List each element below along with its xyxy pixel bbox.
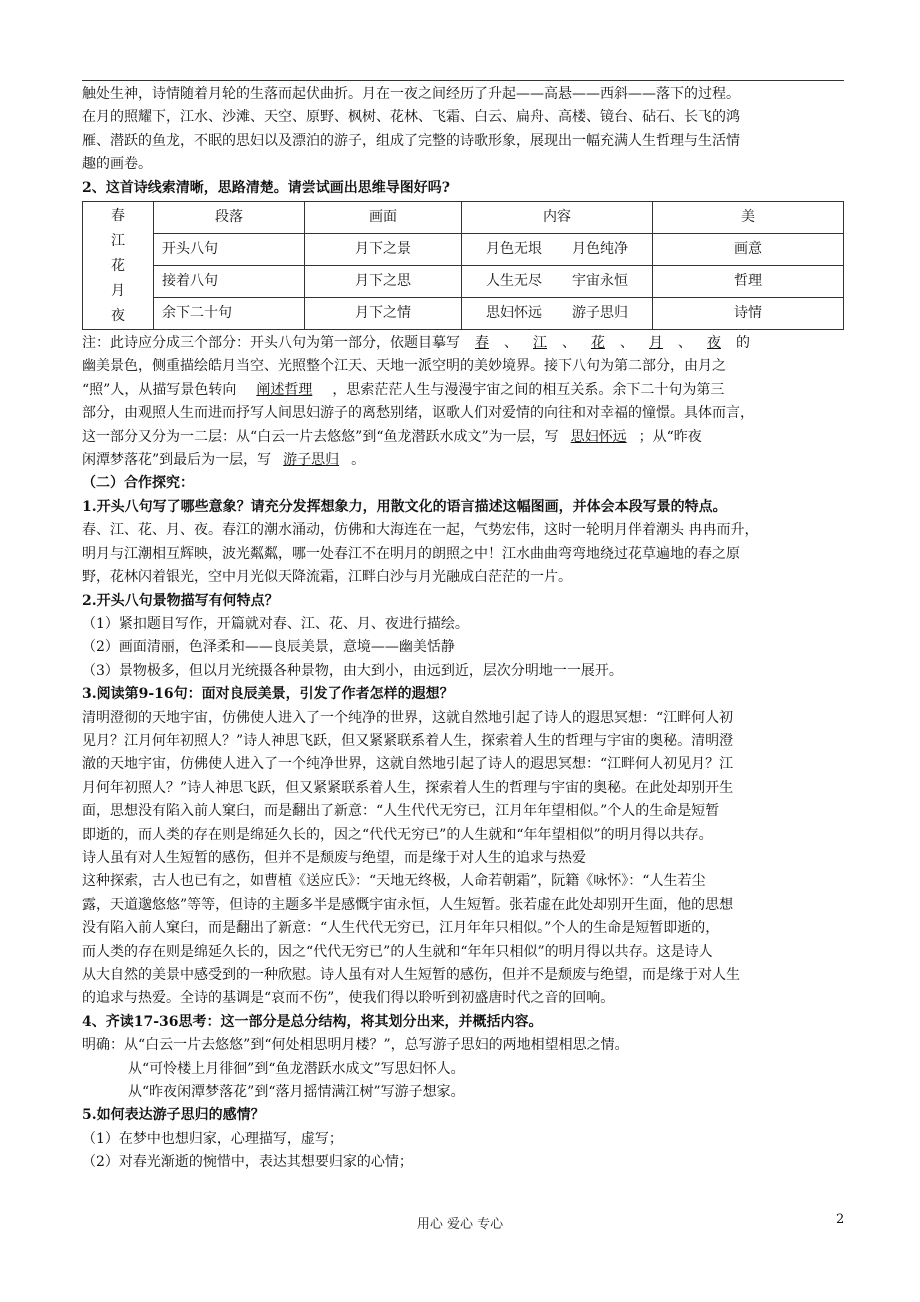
answer-line: 从“可怜楼上月徘徊”到“鱼龙潜跃水成文”写思妇怀人。: [128, 1060, 465, 1077]
table-row: 开头八句 月下之景 月色无垠 月色纯净 画意: [83, 234, 844, 266]
answer-line: 这种探索，古人也已有之，如曹植《送应氏》：“天地无终极，人命若朝霜”，阮籍《咏怀》：“人生若尘: [82, 873, 706, 890]
question-4-title: 4、齐读17-36思考：这一部分是总分结构，将其划分出来，并概括内容。: [82, 1013, 543, 1030]
answer-line: （3）景物极多，但以月光统摄各种景物，由大到小，由远到近，层次分明地一一展开。: [82, 662, 623, 679]
answer-line: 没有陷入前人窠臼，而是翻出了新意：“人生代代无穷已，江月年年只相似。”个人的生命是短暂即逝的，: [82, 920, 720, 937]
note-line-4: 部分，由观照人生而进而抒写人间思妇游子的离愁别绪，讴歌人们对爱情的向往和对幸福的憧憬。具体而言，: [82, 405, 754, 422]
answer-line: （1）在梦中也想归家，心理描写，虚写；: [82, 1130, 343, 1147]
answer-line: 见月？江月何年初照人？”诗人神思飞跃，但又紧紧联系着人生，探索着人生的哲理与宇宙的奥秘。清明澄: [82, 732, 734, 749]
table-row: 接着八句 月下之思 人生无尽 宇宙永恒 哲理: [83, 266, 844, 298]
header-huamian: 画面: [305, 202, 462, 234]
mind-map-table: [82, 201, 844, 330]
note-line-2: 幽美景色，侧重描绘皓月当空、光照整个江天、天地一派空明的美妙境界。接下八句为第二部分，由月之: [82, 358, 726, 375]
intro-line: 触处生神，诗情随着月轮的生落而起伏曲折。月在一夜之间经历了升起——高悬——西斜——落下的过程。: [82, 86, 740, 102]
note-line-3: “照”人，从描写景色转向 阐述哲理 ，思索茫茫人生与漫漫宇宙之间的相互关系。余下二十句为第三: [82, 381, 725, 398]
question-3-title: 3.阅读第9-16句：面对良辰美景，引发了作者怎样的遐想？: [82, 686, 454, 703]
table-row: 余下二十句 月下之情 思妇怀远 游子思归 诗情: [83, 298, 844, 330]
question-2b-title: 2.开头八句景物描写有何特点？: [82, 592, 279, 609]
intro-line: 雁、潜跃的鱼龙，不眠的思妇以及漂泊的游子，组成了完整的诗歌形象，展现出一幅充满人生哲理与生活情: [82, 132, 740, 149]
answer-line: （2）对春光渐逝的惋惜中，表达其想要归家的心情；: [82, 1154, 413, 1171]
question-5-title: 5.如何表达游子思归的感情？: [82, 1107, 265, 1124]
intro-line: 在月的照耀下，江水、沙滩、天空、原野、枫树、花林、飞霜、白云、扁舟、高楼、镜台、砧石、长飞的鸿: [82, 109, 740, 126]
answer-line: 的追求与热爱。全诗的基调是“哀而不伤”，使我们得以聆听到初盛唐时代之音的回响。: [82, 990, 615, 1007]
page-number: 2: [836, 1212, 845, 1227]
answer-line: 诗人虽有对人生短暂的感伤，但并不是颓废与绝望，而是缘于对人生的追求与热爱: [82, 849, 586, 866]
answer-line: 而人类的存在则是绵延久长的，因之“代代无穷已”的人生就和“年年只相似”的明月得以共存。这是诗人: [82, 943, 713, 960]
note-line-5: 这一部分又分为一二层：从“白云一片去悠悠”到“鱼龙潜跃水成文”为一层，写 思妇怀远 ；从“昨夜: [82, 428, 702, 445]
answer-line: 野，花林闪着银光，空中月光似天降流霜，江畔白沙与月光融成白茫茫的一片。: [82, 569, 572, 586]
section-2-heading: （二）合作探究：: [82, 475, 194, 492]
answer-line: 即逝的，而人类的存在则是绵延久长的，因之“代代无穷已”的人生就和“年年望相似”的明月得以共存。: [82, 826, 713, 843]
question-2-heading: 2、这首诗线索清晰，思路清楚。请尝试画出思维导图好吗?: [82, 179, 450, 196]
answer-line: （1）紧扣题目写作，开篇就对春、江、花、月、夜进行描绘。: [82, 615, 469, 632]
answer-line: 露，天道邈悠悠”等等，但诗的主题多半是感慨宇宙永恒，人生短暂。张若虚在此处却别开生面，他的思想: [82, 896, 734, 913]
intro-line: 趣的画卷。: [82, 156, 152, 173]
note-line-6: 闲潭梦落花”到最后为一层，写 游子思归 。: [82, 452, 366, 469]
page-footer: 用心 爱心 专心: [416, 1217, 504, 1232]
answer-line: 从“昨夜闲潭梦落花”到“落月摇情满江树”写游子想家。: [128, 1084, 465, 1101]
header-rule: [82, 80, 844, 81]
question-1-title: 1.开头八句写了哪些意象？请充分发挥想象力，用散文化的语言描述这幅图画，并体会本段写景的特点。: [82, 498, 727, 515]
answer-line: 澈的天地宇宙，仿佛使人进入了一个纯净世界，这就自然地引起了诗人的遐思冥想：“江畔何人初见月？江: [82, 756, 734, 773]
answer-line: （2）画面清丽，色泽柔和——良辰美景，意境——幽美恬静: [82, 639, 455, 656]
header-mei: 美: [653, 202, 844, 234]
answer-line: 明确：从“白云一片去悠悠”到“何处相思明月楼？”，总写游子思妇的两地相望相思之情。: [82, 1037, 629, 1054]
header-duanluo: 段落: [154, 202, 305, 234]
answer-line: 从大自然的美景中感受到的一种欣慰。诗人虽有对人生短暂的感伤，但并不是颓废与绝望，而是缘于对人生: [82, 967, 740, 983]
answer-line: 明月与江潮相互辉映，波光粼粼，哪一处春江不在明月的朗照之中！江水曲曲弯弯地绕过花草遍地的春之原: [82, 545, 740, 562]
answer-line: 清明澄彻的天地宇宙，仿佛使人进入了一个纯净的世界，这就自然地引起了诗人的遐思冥想：“江畔何人初: [82, 709, 734, 726]
answer-line: 面，思想没有陷入前人窠臼，而是翻出了新意：“人生代代无穷已，江月年年望相似。”个人的生命是短暂: [82, 803, 720, 820]
note-line-1: 注：此诗应分成三个部分：开头八句为第一部分，依题目摹写 春 、 江 、 花 、 月 、 夜 的: [82, 335, 750, 352]
table-side-title: 春 江 花 月 夜: [83, 202, 154, 330]
answer-line: 月何年初照人？”诗人神思飞跃，但又紧紧联系着人生，探索着人生的哲理与宇宙的奥秘。在此处却别开生: [82, 779, 734, 796]
header-neirong: 内容: [462, 202, 653, 234]
document-page: [82, 80, 844, 1175]
answer-line: 春、江、花、月、夜。春江的潮水涌动，仿佛和大海连在一起，气势宏伟，这时一轮明月伴着潮头 冉冉而升，: [82, 522, 759, 539]
